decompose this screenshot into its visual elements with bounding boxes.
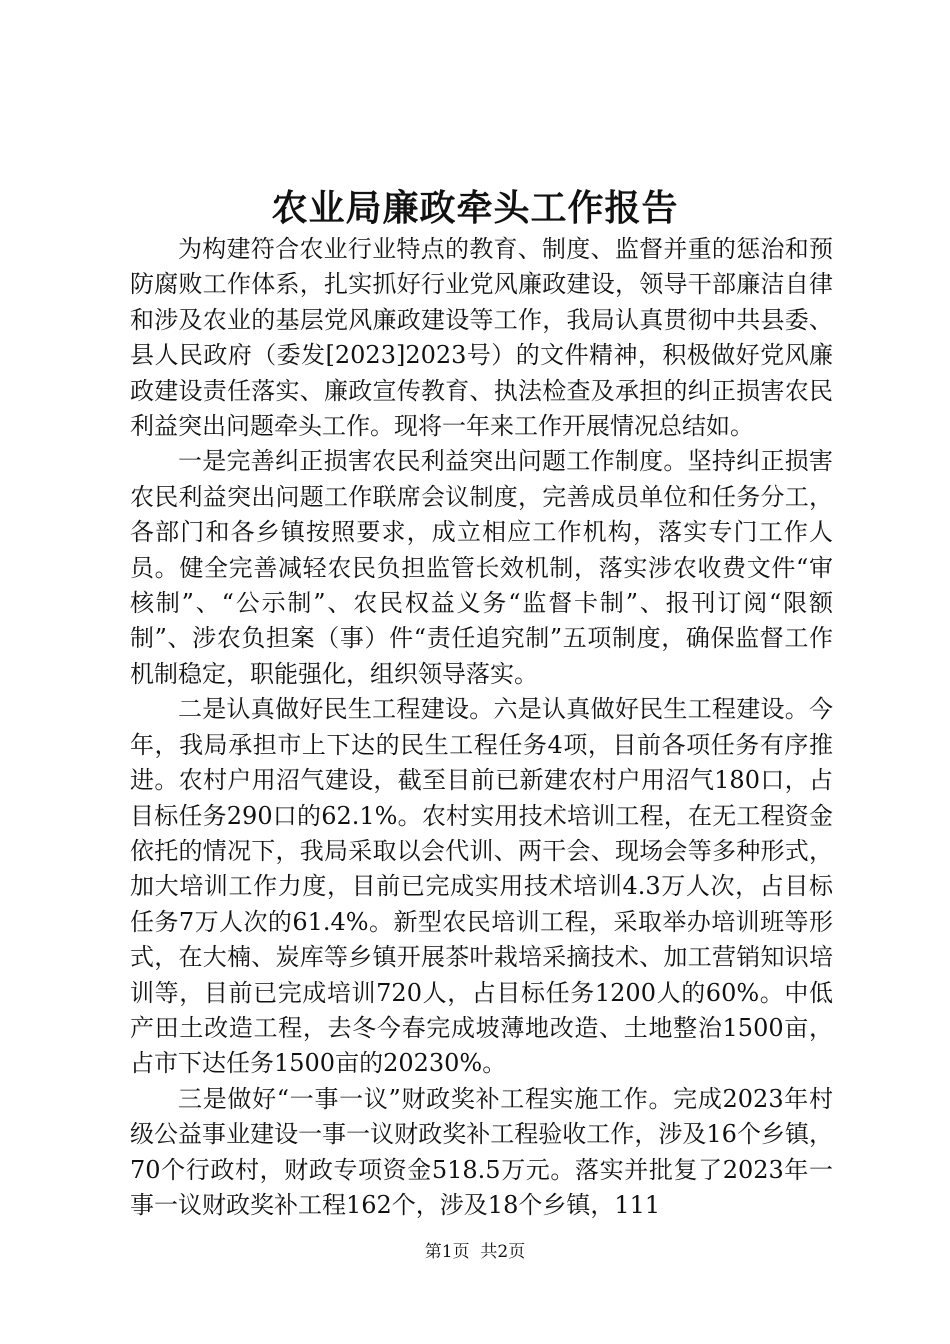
page-number-total: 共2页 xyxy=(480,1242,526,1262)
document-title: 农业局廉政牵头工作报告 xyxy=(271,187,679,229)
page-number-current: 第1页 xyxy=(424,1242,470,1262)
paragraph-section-2: 二是认真做好民生工程建设。六是认真做好民生工程建设。今年，我局承担市上下达的民生工程任务4项，目前各项任务有序推进。农村户用沼气建设，截至目前已新建农村户用沼气180口，占目标任务290口的62.1%。农村实用技术培训工程，在无工程资金依托的情况下，我局采取以会代训、两干会、现场会等多种形式，加大培训工作力度，目前已完成实用技术培训4.3万人次，占目标任务7万人次的61.4%。新型农民培训工程，采取举办培训班等形式，在大楠、炭库等乡镇开展茶叶栽培采摘技术、加工营销知识培训等，目前已完成培训720人，占目标任务1200人的60%。中低产田土改造工程，去冬今春完成坡薄地改造、土地整治1500亩，占市下达任务1500亩的20230%。 xyxy=(130,695,833,1078)
paragraph-section-3: 三是做好“一事一议”财政奖补工程实施工作。完成2023年村级公益事业建设一事一议财政奖补工程验收工作，涉及16个乡镇，70个行政村，财政专项资金518.5万元。落实并批复了2023年一事一议财政奖补工程162个，涉及18个乡镇，111 xyxy=(130,1084,833,1219)
page-footer xyxy=(0,1240,950,1264)
paragraph-intro: 为构建符合农业行业特点的教育、制度、监督并重的惩治和预防腐败工作体系，扎实抓好行业党风廉政建设，领导干部廉洁自律和涉及农业的基层党风廉政建设等工作，我局认真贯彻中共县委、县人民政府（委发[2023]2023号）的文件精神，积极做好党风廉政建设责任落实、廉政宣传教育、执法检查及承担的纠正损害农民利益突出问题牵头工作。现将一年来工作开展情况总结如。 xyxy=(130,235,833,441)
document-body xyxy=(130,232,833,1223)
paragraph-section-1: 一是完善纠正损害农民利益突出问题工作制度。坚持纠正损害农民利益突出问题工作联席会议制度，完善成员单位和任务分工，各部门和各乡镇按照要求，成立相应工作机构，落实专门工作人员。健全完善减轻农民负担监管长效机制，落实涉农收费文件“审核制”、“公示制”、农民权益义务“监督卡制”、报刊订阅“限额制”、涉农负担案（事）件“责任追究制”五项制度，确保监督工作机制稳定，职能强化，组织领导落实。 xyxy=(130,447,833,688)
